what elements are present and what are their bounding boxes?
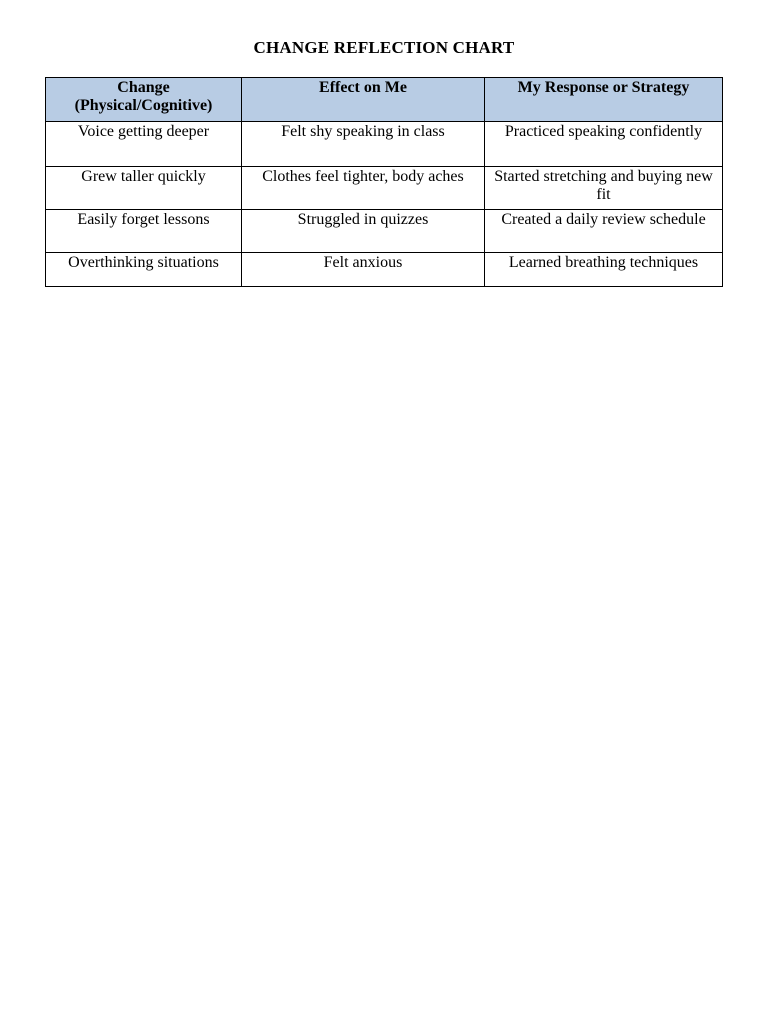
page-title: CHANGE REFLECTION CHART bbox=[253, 38, 515, 57]
cell-change: Grew taller quickly bbox=[46, 167, 242, 210]
cell-response: Practiced speaking confidently bbox=[485, 122, 723, 167]
header-response-label: My Response or Strategy bbox=[517, 79, 690, 96]
cell-change: Voice getting deeper bbox=[46, 122, 242, 167]
table-row bbox=[46, 167, 723, 210]
header-change-line1: Change bbox=[117, 79, 170, 96]
cell-effect: Struggled in quizzes bbox=[242, 210, 485, 253]
header-change bbox=[46, 78, 242, 122]
table-row bbox=[46, 253, 723, 287]
cell-effect: Felt shy speaking in class bbox=[242, 122, 485, 167]
header-response bbox=[485, 78, 723, 122]
cell-response: Learned breathing techniques bbox=[485, 253, 723, 287]
table-row bbox=[46, 122, 723, 167]
cell-change: Easily forget lessons bbox=[46, 210, 242, 253]
change-reflection-table bbox=[45, 77, 723, 287]
table-header-row bbox=[46, 78, 723, 122]
cell-effect: Felt anxious bbox=[242, 253, 485, 287]
cell-response: Created a daily review schedule bbox=[485, 210, 723, 253]
cell-effect: Clothes feel tighter, body aches bbox=[242, 167, 485, 210]
header-change-line2: (Physical/Cognitive) bbox=[74, 97, 213, 114]
cell-response: Started stretching and buying new fit bbox=[485, 167, 723, 210]
header-effect-label: Effect on Me bbox=[319, 79, 407, 96]
cell-change: Overthinking situations bbox=[46, 253, 242, 287]
header-effect bbox=[242, 78, 485, 122]
table-row bbox=[46, 210, 723, 253]
